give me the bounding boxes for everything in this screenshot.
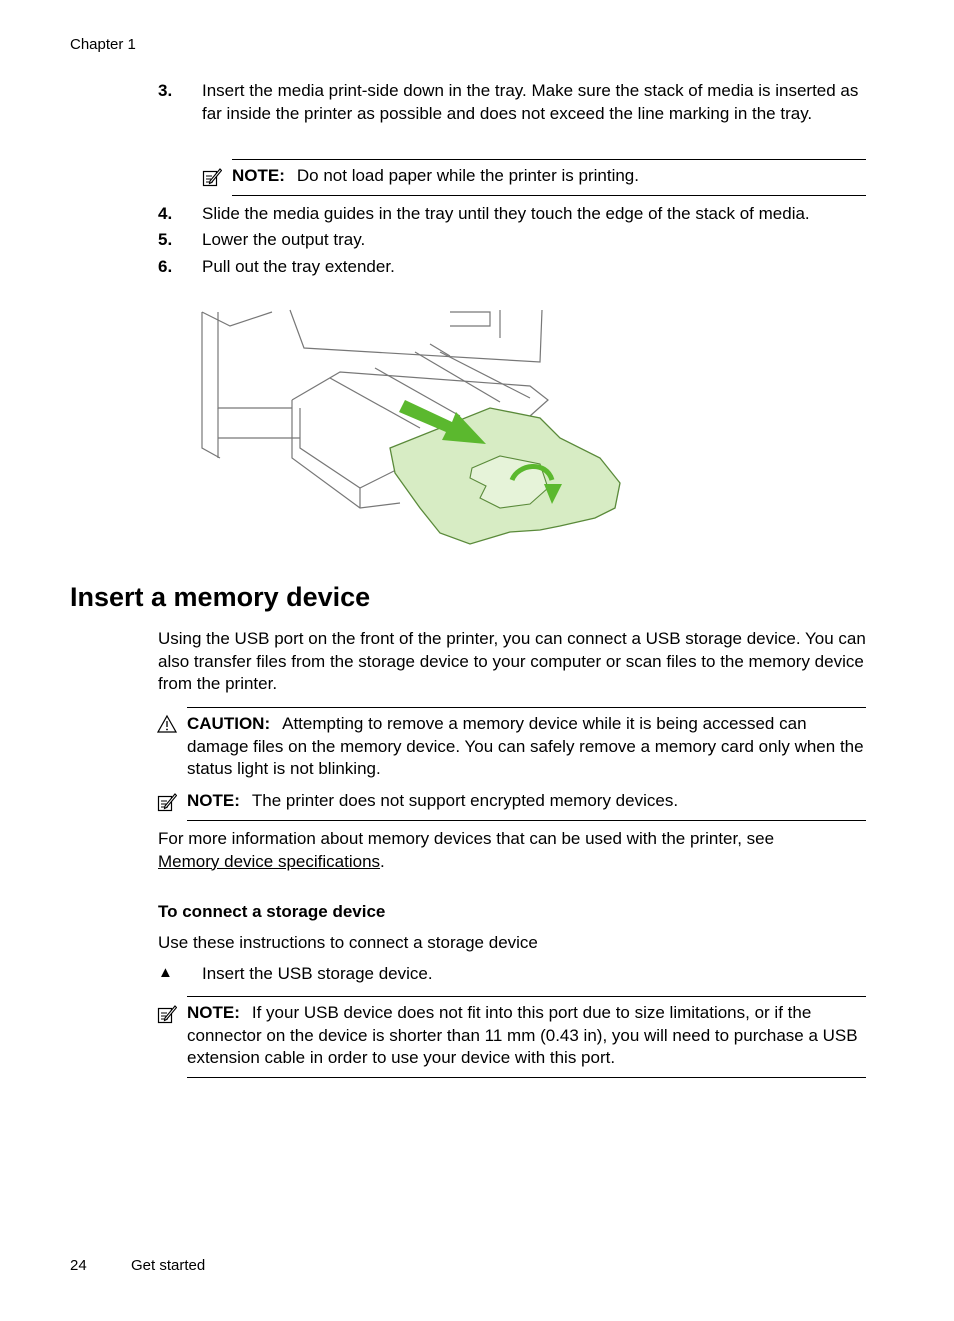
- note-icon: [157, 792, 177, 812]
- step-number: 5.: [158, 230, 173, 249]
- step-text: Insert the media print-side down in the tray. Make sure the stack of media is inserted as far inside the printer as possible and does not exceed the line marking in the tray.: [202, 81, 859, 123]
- more-info-paragraph: [158, 828, 868, 873]
- procedure-heading: To connect a storage device: [158, 902, 386, 921]
- caution-label: CAUTION:: [187, 714, 271, 733]
- footer-section: Get started: [131, 1257, 206, 1274]
- note-label: NOTE:: [187, 1003, 240, 1022]
- bullet-text: Insert the USB storage device.: [202, 964, 433, 983]
- triangle-bullet-icon: ▲: [158, 964, 173, 981]
- page-number: 24: [70, 1257, 87, 1274]
- more-info-suffix: .: [380, 851, 385, 871]
- caution-box: [187, 713, 866, 781]
- section-title: Insert a memory device: [70, 582, 371, 612]
- note-text: Do not load paper while the printer is printing.: [296, 166, 639, 185]
- note-top-rule: [187, 996, 866, 997]
- caution-icon: [157, 714, 177, 734]
- caution-text: Attempting to remove a memory device while it is being accessed can damage files on the memory device. You can safely remove a memory card only when the status light is not blinking.: [187, 714, 864, 778]
- note-text: If your USB device does not fit into this port due to size limitations, or if the connector on the device is shorter than 11 mm (0.43 in), you will need to purchase a USB extension cable in order to use your device with this port.: [187, 1003, 858, 1067]
- note-icon: [202, 167, 222, 187]
- note-top-rule: [232, 159, 866, 160]
- step-text: Pull out the tray extender.: [202, 257, 395, 276]
- note-icon: [157, 1004, 177, 1024]
- note-bottom-rule: [187, 820, 866, 821]
- step-text: Slide the media guides in the tray until they touch the edge of the stack of media.: [202, 204, 810, 223]
- note-text: The printer does not support encrypted memory devices.: [251, 791, 679, 810]
- note-box: [232, 165, 866, 188]
- note-label: NOTE:: [232, 166, 285, 185]
- instructions-text: Use these instructions to connect a storage device: [158, 933, 538, 952]
- tray-extender-illustration: [200, 308, 626, 546]
- memory-spec-link[interactable]: Memory device specifications: [158, 851, 381, 871]
- note-bottom-rule: [187, 1077, 866, 1078]
- note-box: [187, 1002, 866, 1070]
- note-box: [187, 790, 866, 813]
- caution-top-rule: [187, 707, 866, 708]
- intro-paragraph: Using the USB port on the front of the printer, you can connect a USB storage device. You can also transfer files from the storage device to your computer or scan files to the memory device from the printer.: [158, 629, 866, 693]
- step-number: 3.: [158, 81, 173, 100]
- running-header: Chapter 1: [70, 36, 136, 53]
- step-text: Lower the output tray.: [202, 230, 366, 249]
- more-info-text: For more information about memory devices that can be used with the printer, see: [158, 829, 775, 848]
- note-bottom-rule: [232, 195, 866, 196]
- note-label: NOTE:: [187, 791, 240, 810]
- step-number: 4.: [158, 204, 173, 223]
- step-number: 6.: [158, 257, 173, 276]
